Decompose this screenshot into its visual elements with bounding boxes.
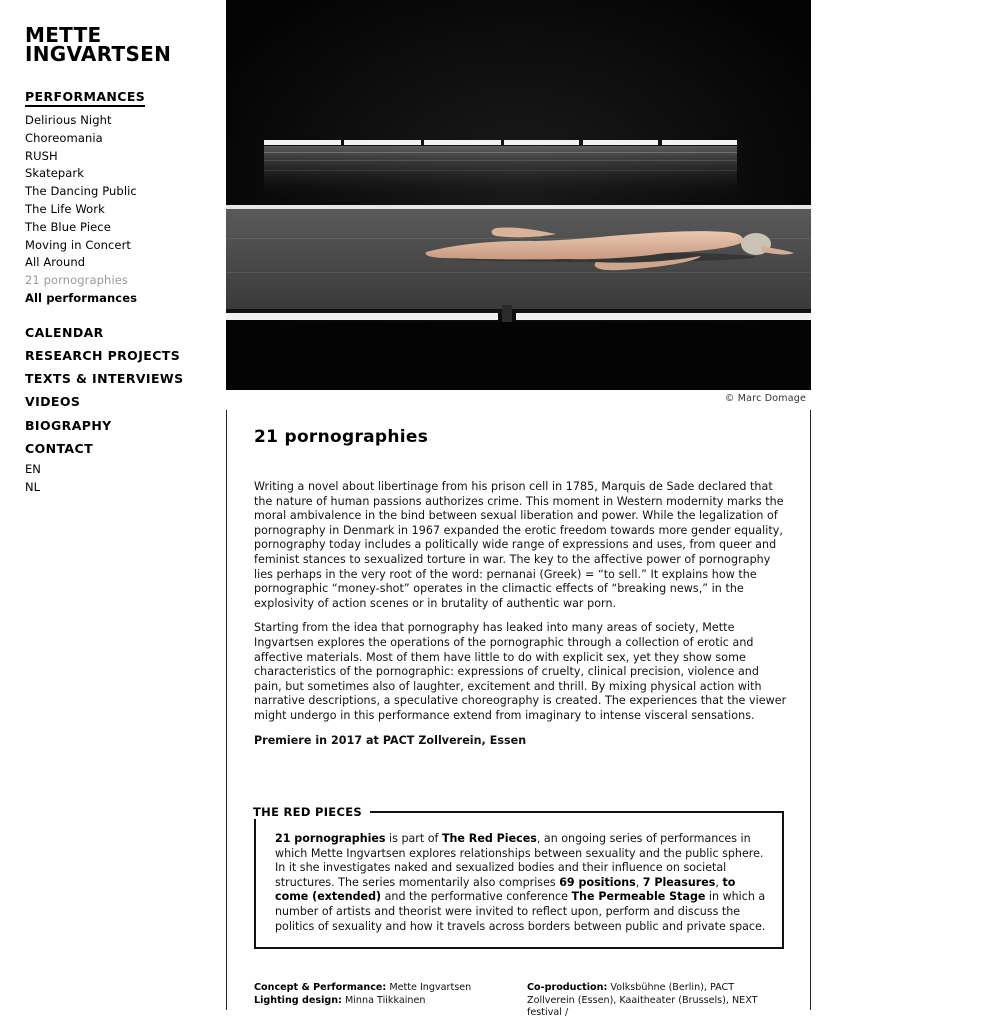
red-pieces-box [253, 805, 784, 949]
nav-videos[interactable]: VIDEOS [25, 394, 81, 410]
red-pieces-text-1: is part of [385, 832, 442, 845]
performance-link-rush[interactable]: RUSH [25, 148, 58, 163]
performance-link-the-life-work[interactable]: The Life Work [25, 201, 105, 216]
nav-performances[interactable]: PERFORMANCES [25, 89, 145, 107]
site-title-link[interactable] [25, 23, 215, 66]
red-pieces-label: THE RED PIECES [253, 805, 370, 819]
nav-research-projects[interactable]: RESEARCH PROJECTS [25, 347, 181, 363]
description-paragraph-2: Starting from the idea that pornography has leaked into many areas of society, Mette Ingvartsen explores the operations of the pornographic through a collection of erotic and affective materials. Most of them have little to do with explicit sex, yet they show some characteristics of the pornographic: expressions of cruelty, clinical precision, violence and pain, but sometimes also of laughter, excitement and thrill. By mixing physical action with narrative descriptions, a speculative choreography is created. The experiences that the viewer might undergo in this performance extend from imaginary to intense visceral sensations. [254, 621, 787, 722]
photo-credit: © Marc Domage [724, 393, 806, 404]
red-pieces-text [275, 832, 770, 934]
red-pieces-text-3: , [635, 875, 643, 889]
language-switcher [25, 460, 215, 496]
performance-link-all-around[interactable]: All Around [25, 255, 86, 270]
performance-link-moving-in-concert[interactable]: Moving in Concert [25, 237, 132, 252]
performance-link-the-dancing-public[interactable]: The Dancing Public [25, 184, 137, 199]
credit-value-concept: Mette Ingvartsen [386, 982, 472, 993]
nav-biography[interactable]: BIOGRAPHY [25, 417, 112, 433]
page-title: 21 pornographies [254, 427, 429, 447]
credits-column-left [254, 982, 509, 1007]
red-pieces-link-to-come-extended[interactable]: to come (extended) [275, 875, 736, 904]
sidebar [25, 23, 215, 496]
performance-link-21-pornographies-current[interactable]: 21 pornographies [25, 273, 128, 288]
description-paragraph-1: Writing a novel about libertinage from his prison cell in 1785, Marquis de Sade declared that the nature of human passions authorizes crime. This moment in Western modernity marks the moral ambivalence in the bind between sexual liberation and power. While the legalization of pornography in Denmark in 1967 expanded the erotic freedom towards more gender equality, pornography today includes a politically wide range of expressions and uses, from queer and feminist stances to sexualized torture in war. The key to the affective power of pornography lies perhaps in the very root of the word: pernanai (Greek) = “to sell.” It explains how the pornographic “money-shot” operates in the climactic effects of “breaking news,” in the explosivity of action scenes or in brutality of authentic war porn. [254, 480, 784, 610]
site-title-line1: METTE [25, 23, 102, 47]
main-content [226, 410, 811, 1018]
credit-value-lighting: Minna Tiikkainen [341, 994, 426, 1006]
credit-label-lighting: Lighting design: [254, 994, 342, 1006]
credit-label-concept: Concept & Performance: [254, 982, 387, 993]
nav-calendar[interactable]: CALENDAR [25, 324, 104, 340]
red-pieces-text-2: , an ongoing series of performances in which Mette Ingvartsen explores relationships between sexuality and the public sphere. In it she investigates naked and sexualized bodies and their influence on societal structures. The series momentarily also comprises [275, 832, 764, 889]
premiere-info: Premiere in 2017 at PACT Zollverein, Essen [254, 733, 527, 747]
nav-texts-interviews[interactable]: TEXTS & INTERVIEWS [25, 371, 184, 387]
credit-lighting-design [254, 995, 509, 1008]
performance-link-all-performances[interactable]: All performances [25, 290, 138, 305]
red-pieces-link-21-pornographies[interactable]: 21 pornographies [275, 832, 386, 845]
back-light-strips [264, 140, 737, 196]
stage-photo [226, 0, 811, 390]
performance-link-the-blue-piece[interactable]: The Blue Piece [25, 219, 111, 234]
language-en[interactable]: EN [25, 461, 41, 476]
performance-link-delirious-night[interactable]: Delirious Night [25, 113, 112, 127]
credit-concept-performance [254, 982, 509, 995]
credit-label-coproduction: Co-production: [527, 982, 608, 993]
hero-image [226, 0, 811, 390]
main-nav [25, 321, 215, 460]
credits-column-right [527, 982, 782, 1020]
red-pieces-text-6: in which a number of artists and theorist were invited to reflect upon, perform and discuss the politics of sexuality and how it travels across borders between public and private space. [275, 890, 766, 933]
red-pieces-text-4: , [715, 875, 723, 889]
nav-contact[interactable]: CONTACT [25, 440, 93, 456]
site-title-line2: INGVARTSEN [25, 42, 172, 66]
performance-link-skatepark[interactable]: Skatepark [25, 166, 85, 181]
credit-value-coproduction: Volksbühne (Berlin), PACT Zollverein (Essen), Kaaitheater (Brussels), NEXT festival / [527, 982, 758, 1018]
performances-list [25, 112, 215, 308]
red-pieces-link-69-positions[interactable]: 69 positions [559, 875, 636, 889]
red-pieces-link-7-pleasures[interactable]: 7 Pleasures [642, 875, 716, 889]
language-nl[interactable]: NL [25, 479, 41, 494]
red-pieces-text-5: and the performative conference [381, 890, 572, 904]
red-pieces-link-the-permeable-stage[interactable]: The Permeable Stage [571, 890, 706, 904]
credit-co-production [527, 982, 782, 1020]
performance-link-choreomania[interactable]: Choreomania [25, 130, 103, 145]
red-pieces-link-the-red-pieces[interactable]: The Red Pieces [441, 832, 537, 845]
description [254, 480, 789, 758]
